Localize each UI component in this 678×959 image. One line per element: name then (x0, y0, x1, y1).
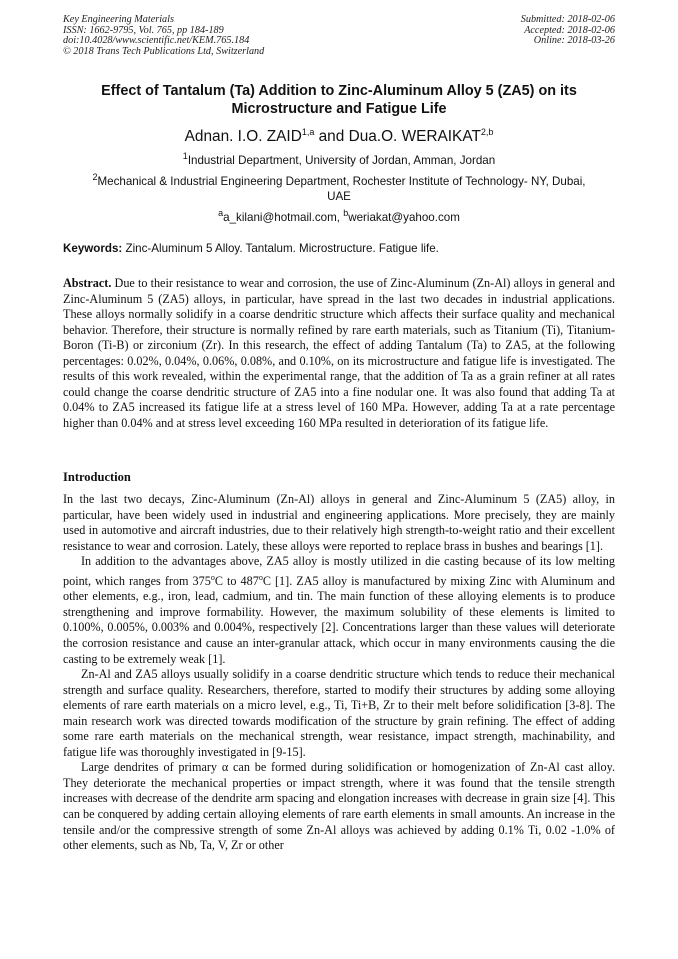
journal-name: Key Engineering Materials (63, 14, 174, 25)
affiliation-1-text: Industrial Department, University of Jordan, Amman, Jordan (187, 153, 496, 167)
author-line (63, 123, 615, 146)
intro-paragraph-1: In the last two decays, Zinc-Aluminum (Zn-Al) alloys in general and Zinc-Aluminum 5 (ZA5) alloy, in particular, have been widely used in industrial and engineering applications. More precisely, they are mainly used in automotive and aircraft industries, due to their relatively high strength-to-weight ratio and their excellent resistance to wear and corrosion. Lately, these alloys were reported to replace brass in bushes and bearings [1]. (63, 492, 615, 553)
online-date: Online: 2018-03-26 (533, 35, 615, 47)
degree-sup-2: o (258, 572, 263, 582)
keywords-text: Zinc-Aluminum 5 Alloy. Tantalum. Microstructure. Fatigue life. (122, 242, 439, 255)
intro-p2-part-c: C [1]. ZA5 alloy is manufactured by mixing Zinc with Aluminum and other elements, e.g., iron, lead, cadmium, and tin. The main function of these alloying elements is to produce strengthening and improve formability. However, the maximum solubility of these elements is limited to 0.100%, 0.005%, 0.003% and 0.004%, respectively [2]. Concentrations larger than these values will deteriorate the corrosion resistance and cause an inter-granular attack, which occur in many environments causing the die casting to be extremely weak [1]. (63, 573, 615, 666)
submitted-date: Submitted: 2018-02-06 (520, 14, 615, 25)
author-2-sup: 2,b (480, 127, 494, 137)
paper-title: Effect of Tantalum (Ta) Addition to Zinc-Aluminum Alloy 5 (ZA5) on its Microstructure and Fatigue Life (101, 83, 577, 117)
abstract-label: Abstract. (63, 276, 112, 290)
intro-p2-part-a: In addition to the advantages above, ZA5 alloy is mostly utilized in die casting because of its low melting point, which ranges from 375 (63, 554, 615, 588)
journal-info (63, 15, 264, 57)
affiliation-2-text: Mechanical & Industrial Engineering Department, Rochester Institute of Technology- NY, Dubai, UAE (97, 174, 586, 204)
keywords (63, 241, 615, 256)
email-b-sup: b (343, 208, 349, 218)
keywords-label: Keywords: (63, 242, 123, 255)
degree-sup-1: o (210, 572, 215, 582)
abstract-text: Due to their resistance to wear and corrosion, the use of Zinc-Aluminum (Zn-Al) alloys in general and Zinc-Aluminum 5 (ZA5) alloys, in particular, have spread in the last two decades in industrial applications. These alloys normally solidify in a coarse dendritic structure which affects their surface quality and mechanical behavior. Therefore, their structure is normally refined by rare earth materials, such as Titanium (Ti), Titanium-Boron (Ti-B) or zirconium (Zr). In this research, the effect of adding Tantalum (Ta) to ZA5, at the following percentages: 0.02%, 0.04%, 0.06%, 0.08%, and 0.10%, on its microstructure and fatigue life is investigated. The results of this work revealed, within the experimental range, that the addition of Ta as a grain refiner at all rates could change the coarse dendritic structure of ZA5 into a fine nodular one. It was also found that adding Ta at 0.04% to ZA5 increased its fatigue life at a stress level of 160 MPa. However, adding Ta at a rate percentage higher than 0.04% and at stress level exceeding 160 MPa resulted in deterioration of its fatigue life. (63, 276, 615, 430)
email-b: weriakat@yahoo.com (348, 210, 460, 224)
intro-paragraph-2 (63, 554, 615, 667)
affiliation-2-sup: 2 (92, 172, 98, 182)
intro-p2-part-b: C to 487 (214, 573, 259, 588)
author-1: Adnan. I.O. ZAID (184, 128, 302, 146)
author-and: and (314, 128, 349, 146)
intro-paragraph-4: Large dendrites of primary α can be formed during solidification or homogenization of Zn-Al cast alloy. They deteriorate the mechanical properties or impact strength, where it was found that the tensile strength increases with decrease of the dendrite arm spacing and elongation increases with decrease in grain size [4]. This can be conquered by adding certain alloying elements of rare earth elements in small amounts. An increase in the tensile and/or the compressive strength of some Zn-Al alloys was achieved by adding 0.1% Ti, 0.02 -1.0% of other elements, such as Nb, Ta, V, Zr or other (63, 760, 615, 853)
journal-copyright: © 2018 Trans Tech Publications Ltd, Switzerland (63, 45, 265, 57)
affiliation-1 (63, 149, 615, 168)
introduction-heading: Introduction (63, 470, 131, 484)
submission-dates (521, 15, 615, 47)
journal-doi: doi:10.4028/www.scientific.net/KEM.765.184 (63, 35, 250, 47)
intro-paragraph-3: Zn-Al and ZA5 alloys usually solidify in a coarse dendritic structure which tends to reduce their mechanical strength and surface quality. Researchers, therefore, started to modify their structures by adding some alloying elements of rare earth materials on a micro level, e.g., Ti, Ti+B, Zr to their melt before solidification [3-8]. The main research work was directed towards modification of the structure by grain refining. The effect of adding some rare earth materials on the mechanical strength, wear resistance, impact strength, machinability, and fatigue life was thoroughly investigated in [9-15]. (63, 667, 615, 759)
abstract (63, 276, 615, 431)
author-emails (63, 206, 615, 225)
affiliation-1-sup: 1 (182, 151, 188, 161)
affiliation-2 (80, 170, 598, 205)
author-1-sup: 1,a (301, 127, 315, 137)
email-a-sup: a (218, 208, 224, 218)
introduction-body (63, 492, 615, 854)
email-a: a_kilani@hotmail.com, (223, 210, 344, 224)
author-2: Dua.O. WERAIKAT (348, 128, 481, 146)
journal-issn: ISSN: 1662-9795, Vol. 765, pp 184-189 (63, 24, 224, 36)
accepted-date: Accepted: 2018-02-06 (524, 24, 615, 36)
